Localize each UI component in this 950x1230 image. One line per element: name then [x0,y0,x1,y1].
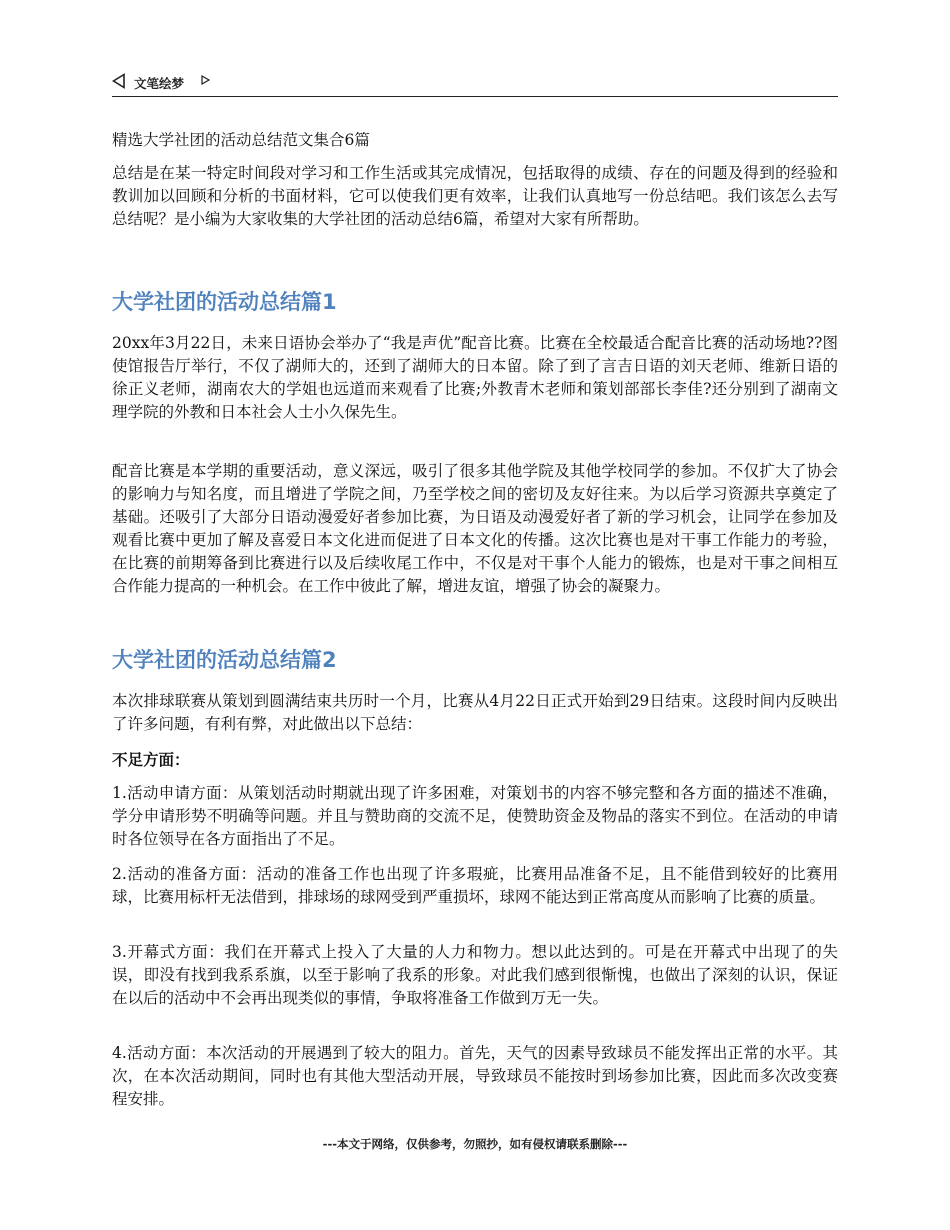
section-2-list-item-2: 2.活动的准备方面：活动的准备工作也出现了许多瑕疵，比赛用品准备不足，且不能借到较好的比赛用球，比赛用标杆无法借到，排球场的球网受到严重损坏，球网不能达到正常高度从而影响了比赛的质量。 [112,865,838,906]
section-1-heading: 大学社团的活动总结篇1 [112,290,337,314]
page-header [112,70,838,97]
section-2-paragraph-1: 本次排球联赛从策划到圆满结束共历时一个月，比赛从4月22日正式开始到29日结束。这段时间内反映出了许多问题，有利有弊，对此做出以下总结： [112,692,838,733]
section-2-list-item-1: 1.活动申请方面：从策划活动时期就出现了许多困难，对策划书的内容不够完整和各方面的描述不准确，学分申请形势不明确等问题。并且与赞助商的交流不足，使赞助资金及物品的落实不到位。在活动的申请时各位领导在各方面指出了不足。 [112,784,838,848]
section-2-heading: 大学社团的活动总结篇2 [112,648,337,672]
brand-name: 文笔绘梦 [134,76,185,91]
intro-paragraph: 总结是在某一特定时间段对学习和工作生活或其完成情况，包括取得的成绩、存在的问题及得到的经验和教训加以回顾和分析的书面材料，它可以使我们更有效率，让我们认真地写一份总结吧。我们该怎么去写总结呢？是小编为大家收集的大学社团的活动总结6篇，希望对大家有所帮助。 [112,164,838,228]
triangle-left-outline-icon [112,73,126,89]
document-title: 精选大学社团的活动总结范文集合6篇 [112,131,370,149]
section-1-paragraph-1: 20xx年3月22日，未来日语协会举办了“我是声优”配音比赛。比赛在全校最适合配音比赛的活动场地??图使馆报告厅举行，不仅了湖师大的，还到了湖师大的日本留。除了到了言吉日语的刘天老师、维新日语的徐正义老师，湖南农大的学姐也远道而来观看了比赛;外教青木老师和策划部部长李佳?还分别到了湖南文理学院的外教和日本社会人士小久保先生。 [112,334,838,421]
section-2-list-item-4: 4.活动方面：本次活动的开展遇到了较大的阻力。首先，天气的因素导致球员不能发挥出正常的水平。其次，在本次活动期间，同时也有其他大型活动开展，导致球员不能按时到场参加比赛，因此而多次改变赛程安排。 [112,1044,838,1108]
section-2-list-item-3: 3.开幕式方面：我们在开幕式上投入了大量的人力和物力。想以此达到的。可是在开幕式中出现了的失误，即没有找到我系系旗，以至于影响了我系的形象。对此我们感到很惭愧，也做出了深刻的认识，保证在以后的活动中不会再出现类似的事情，争取将准备工作做到万无一失。 [112,943,838,1007]
triangle-right-outline-icon [201,75,210,85]
section-2-subheading: 不足方面： [112,750,190,769]
document-page [112,0,838,1230]
page-footer: ---本文于网络，仅供参考，勿照抄，如有侵权请联系删除--- [322,1137,628,1151]
section-1-paragraph-2: 配音比赛是本学期的重要活动，意义深远，吸引了很多其他学院及其他学校同学的参加。不仅扩大了协会的影响力与知名度，而且增进了学院之间，乃至学校之间的密切及友好往来。为以后学习资源共享奠定了基础。还吸引了大部分日语动漫爱好者参加比赛，为日语及动漫爱好者了新的学习机会，让同学在参加及观看比赛中更加了解及喜爱日本文化进而促进了日本文化的传播。这次比赛也是对干事工作能力的考验，在比赛的前期筹备到比赛进行以及后续收尾工作中，不仅是对干事个人能力的锻炼，也是对干事之间相互合作能力提高的一种机会。在工作中彼此了解，增进友谊，增强了协会的凝聚力。 [112,462,838,595]
